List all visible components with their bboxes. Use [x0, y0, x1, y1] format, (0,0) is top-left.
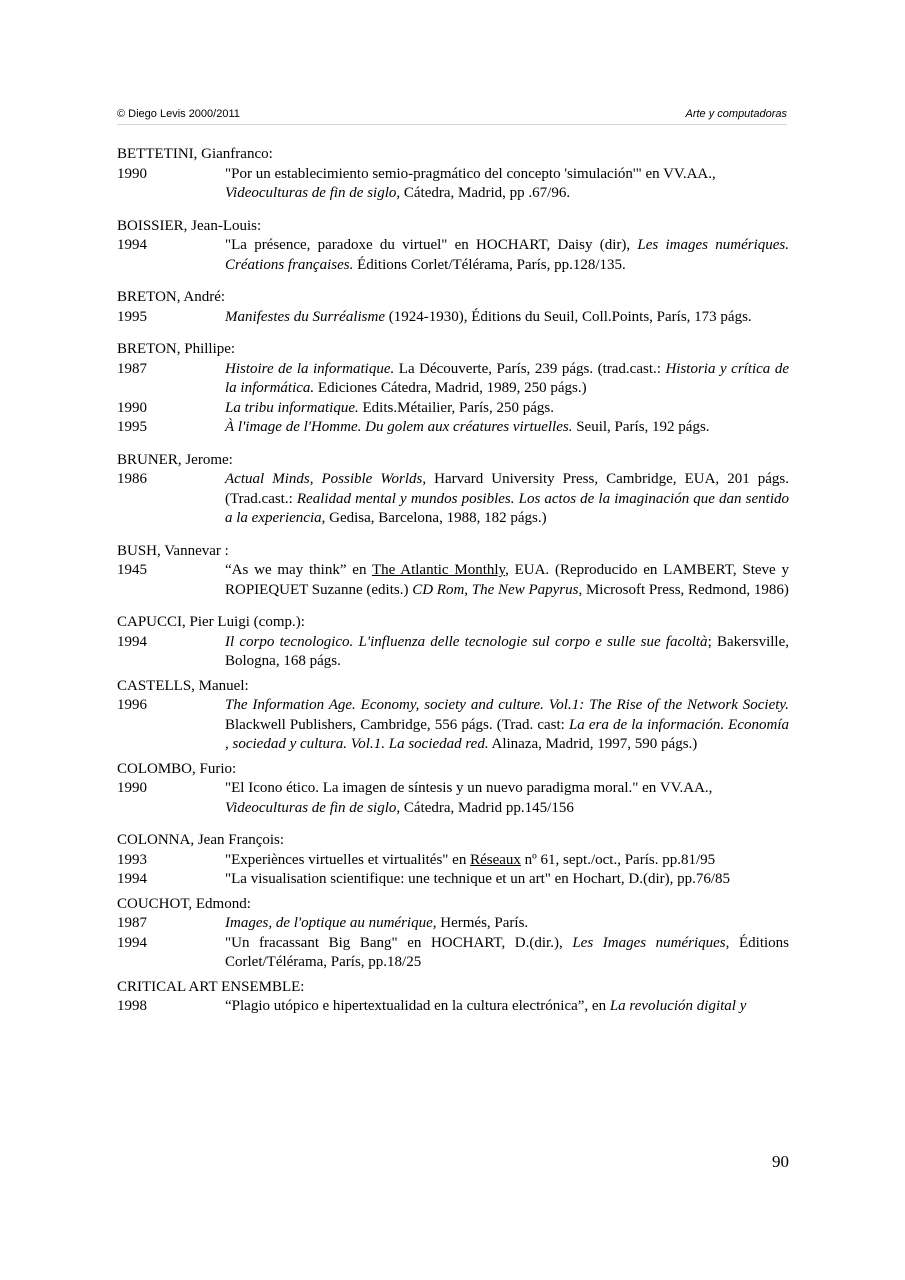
reference-text: "La visualisation scientifique: une technique et un art" en Hochart, D.(dir), pp.76/85 — [225, 871, 731, 887]
entry-author: BRETON, André: — [117, 289, 226, 305]
reference-text: , Gedisa, Barcelona, 1988, 182 págs.) — [321, 510, 547, 526]
reference-title-italic: La tribu informatique. — [225, 399, 359, 416]
reference-text: Seuil, París, 192 págs. — [572, 419, 710, 435]
bibliography-entry — [117, 677, 789, 755]
reference-text: "Un fracassant Big Bang" en HOCHART, D.(dir.), — [225, 934, 573, 951]
entry-year: 1986 — [117, 471, 147, 487]
entry-item — [117, 418, 789, 438]
reference-title-italic: La revolución digital y — [609, 998, 747, 1014]
reference-text: "Por un establecimiento semio-pragmático del concepto 'simulación'" en VV.AA., — [225, 165, 716, 182]
reference-text: nº 61, sept./oct., París. pp.81/95 — [520, 851, 716, 868]
reference-text: "Experiènces virtuelles et virtualités" en — [225, 851, 471, 868]
bibliography-list — [117, 145, 789, 1030]
entry-reference — [225, 470, 789, 529]
entry-year: 1995 — [117, 419, 147, 435]
entry-reference — [225, 360, 789, 399]
entry-year: 1987 — [117, 360, 147, 377]
entry-item — [117, 470, 789, 529]
bibliography-entry — [117, 831, 789, 890]
entry-year: 1994 — [117, 237, 147, 253]
entry-reference — [225, 934, 789, 973]
bibliography-entry — [117, 542, 789, 601]
entry-item — [117, 914, 789, 934]
reference-text: Alinaza, Madrid, 1997, 590 págs.) — [488, 736, 698, 752]
entry-author: BRETON, Phillipe: — [117, 341, 236, 357]
running-header — [117, 107, 787, 125]
entry-reference — [225, 779, 789, 818]
entry-author: CASTELLS, Manuel: — [117, 677, 249, 694]
bibliography-entry — [117, 760, 789, 819]
entry-year: 1995 — [117, 308, 147, 325]
entry-reference — [225, 914, 789, 934]
reference-text: Ediciones Cátedra, Madrid, 1989, 250 págs.) — [314, 380, 587, 396]
entry-reference — [225, 236, 789, 275]
reference-title-italic: Videoculturas de fin de siglo — [225, 799, 397, 816]
entry-item — [117, 399, 789, 419]
entry-author: CAPUCCI, Pier Luigi (comp.): — [117, 614, 305, 630]
entry-year: 1990 — [117, 780, 147, 796]
entry-item — [117, 236, 789, 275]
entry-reference — [225, 997, 789, 1017]
reference-title-italic: À l'image de l'Homme. Du golem aux créatures virtuelles. — [225, 419, 573, 435]
entry-author: BOISSIER, Jean-Louis: — [117, 217, 262, 234]
entry-reference — [225, 561, 789, 600]
entry-item — [117, 308, 789, 328]
reference-text: La Découverte, París, 239 págs. (trad.cast.: — [394, 360, 666, 377]
reference-text: , Harvard University Press, Cambridge, EUA, 201 págs. (Trad.cast.: — [225, 471, 789, 507]
reference-title-italic: La era de la información. Economía , sociedad y cultura. Vol.1. La sociedad red. — [225, 716, 789, 752]
entry-item — [117, 997, 789, 1017]
entry-item — [117, 561, 789, 600]
reference-title-italic: Videoculturas de fin de siglo — [225, 185, 397, 201]
reference-text: Blackwell Publishers, Cambridge, 556 págs. (Trad. cast: — [225, 716, 569, 733]
reference-title-italic: Manifestes du Surréalisme — [225, 308, 385, 325]
reference-title-italic: Images, de l'optique au numérique, — [225, 915, 437, 931]
entry-reference — [225, 851, 789, 871]
reference-title-italic: Les images numériques. Créations françaises. — [225, 237, 789, 273]
entry-year: 1990 — [117, 399, 147, 416]
reference-text: , Cátedra, Madrid, pp .67/96. — [396, 185, 571, 201]
entry-reference — [225, 633, 789, 672]
reference-text: , Microsoft Press, Redmond, 1986) — [578, 581, 789, 598]
reference-title-italic: Les Images numériques — [572, 934, 726, 951]
entry-item — [117, 851, 789, 871]
entry-item — [117, 360, 789, 399]
bibliography-entry — [117, 288, 789, 327]
reference-text: (1924-1930), Éditions du Seuil, Coll.Points, París, 173 págs. — [384, 308, 752, 325]
entry-item — [117, 779, 789, 818]
reference-title-italic: CD Rom, The New Papyrus — [412, 581, 579, 598]
entry-item — [117, 633, 789, 672]
reference-title-italic: Realidad mental y mundos posibles. Los actos de la imaginación que dan sentido a la experiencia — [225, 490, 789, 526]
entry-year: 1994 — [117, 871, 147, 887]
entry-item — [117, 870, 789, 890]
entry-reference — [225, 165, 789, 204]
reference-text: “Plagio utópico e hipertextualidad en la cultura electrónica”, en — [225, 998, 610, 1014]
reference-text: ; Bakersville, Bologna, 168 págs. — [225, 633, 790, 669]
entry-year: 1994 — [117, 633, 147, 650]
reference-title-italic: Histoire de la informatique. — [225, 360, 395, 377]
entry-reference — [225, 418, 789, 438]
entry-item — [117, 696, 789, 755]
bibliography-entry — [117, 613, 789, 672]
entry-reference — [225, 870, 789, 890]
reference-title-italic: Il corpo tecnologico. L'influenza delle tecnologie sul corpo e sulle sue facoltà — [225, 633, 708, 650]
reference-title-underlined: Réseaux — [470, 851, 521, 868]
entry-author: CRITICAL ART ENSEMBLE: — [117, 978, 305, 995]
entry-author: COLONNA, Jean François: — [117, 832, 285, 848]
entry-year: 1945 — [117, 562, 147, 578]
reference-text: Edits.Métailier, París, 250 págs. — [358, 399, 554, 416]
reference-text: , EUA. (Reproducido en LAMBERT, Steve y ROPIEQUET Suzanne (edits.) — [225, 562, 789, 598]
bibliography-entry — [117, 978, 789, 1017]
entry-year: 1993 — [117, 851, 147, 868]
entry-reference — [225, 399, 789, 419]
entry-year: 1990 — [117, 165, 147, 182]
reference-text: Éditions Corlet/Télérama, París, pp.128/135. — [353, 256, 626, 273]
entry-author: BRUNER, Jerome: — [117, 451, 233, 468]
header-copyright: © Diego Levis 2000/2011 — [117, 108, 240, 120]
entry-author: BUSH, Vannevar : — [117, 542, 229, 559]
entry-reference — [225, 308, 789, 328]
reference-title-italic: The Information Age. Economy, society and culture. Vol.1: The Rise of the Network Society. — [225, 697, 789, 713]
reference-title-underlined: The Atlantic Monthly — [371, 562, 506, 578]
entry-year: 1998 — [117, 998, 147, 1014]
bibliography-entry — [117, 217, 789, 276]
entry-author: COLOMBO, Furio: — [117, 760, 237, 777]
reference-text: Hermés, París. — [436, 915, 529, 931]
header-book-title: Arte y computadoras — [685, 108, 787, 120]
entry-author: BETTETINI, Gianfranco: — [117, 146, 273, 162]
bibliography-entry — [117, 145, 789, 204]
bibliography-entry — [117, 340, 789, 438]
reference-text: , Éditions Corlet/Télérama, París, pp.18/25 — [225, 934, 789, 970]
entry-item — [117, 165, 789, 204]
entry-reference — [225, 696, 789, 755]
entry-author: COUCHOT, Edmond: — [117, 895, 251, 912]
page-number: 90 — [772, 1152, 789, 1171]
entry-year: 1987 — [117, 915, 147, 931]
entry-year: 1994 — [117, 934, 147, 951]
reference-text: “As we may think” en — [225, 562, 372, 578]
reference-title-italic: Historia y crítica de la informática. — [225, 360, 789, 396]
bibliography-entry — [117, 895, 789, 973]
entry-item — [117, 934, 789, 973]
reference-text: "La présence, paradoxe du virtuel" en HOCHART, Daisy (dir), — [225, 237, 638, 253]
entry-year: 1996 — [117, 697, 147, 713]
reference-title-italic: Actual Minds, Possible Worlds — [225, 471, 423, 487]
reference-text: , Cátedra, Madrid pp.145/156 — [396, 799, 574, 816]
reference-text: "El Icono ético. La imagen de síntesis y un nuevo paradigma moral." en VV.AA., — [225, 780, 713, 796]
bibliography-entry — [117, 451, 789, 529]
